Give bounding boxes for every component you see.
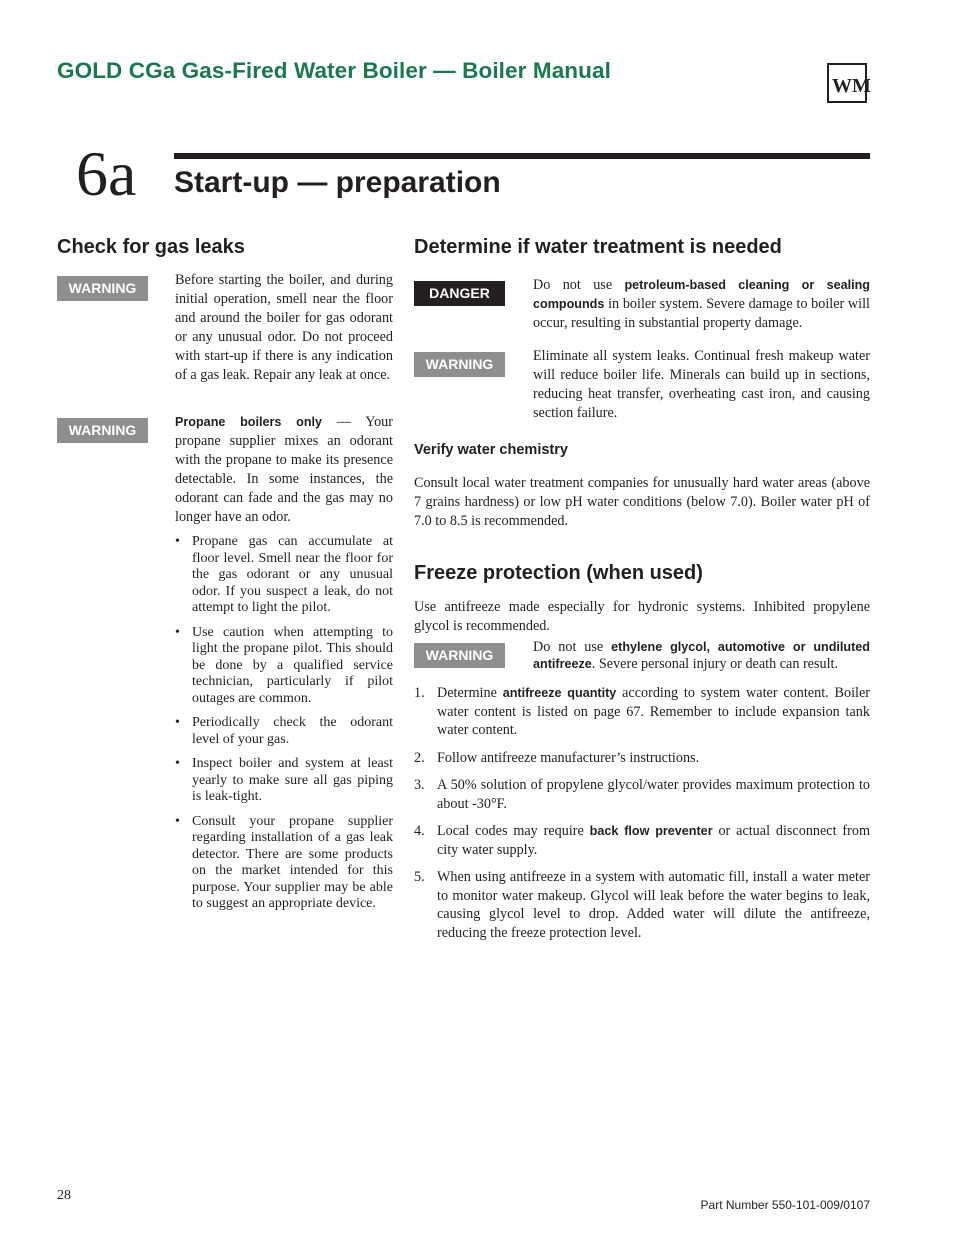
list-item: • Propane gas can accumulate at floor level. Smell near the floor for the gas odorant or any unusual odor. If you suspect a leak, do not attempt to light the pilot. — [175, 534, 393, 615]
warning-badge: WARNING — [57, 276, 148, 301]
document-title: GOLD CGa Gas-Fired Water Boiler — Boiler Manual — [57, 58, 611, 83]
warning-badge: WARNING — [57, 418, 148, 443]
list-item: 4. Local codes may require back flow preventer or actual disconnect from city water supply. — [414, 823, 870, 858]
section-rule — [174, 153, 870, 159]
antifreeze-warning-text: Do not use ethylene glycol, automotive or undiluted antifreeze. Severe personal injury or death can result. — [533, 639, 870, 672]
list-item: 2. Follow antifreeze manufacturer’s instructions. — [414, 749, 700, 766]
warning-badge: WARNING — [414, 643, 505, 668]
gas-leak-warning-text: Before starting the boiler, and during initial operation, smell near the floor and around the boiler for gas odorant or any unusual odor. Do not proceed with start-up if there is any indication of a gas leak. Repair any leak at once. — [175, 272, 393, 383]
section-number: 6a — [76, 138, 137, 209]
subheading-water-chemistry: Verify water chemistry — [414, 442, 568, 458]
system-leak-warning-text: Eliminate all system leaks. Continual fresh makeup water will reduce boiler life. Minerals can build up in sections, reducing heat transfer, overheating cast iron, and causing section failure. — [533, 348, 870, 421]
propane-warning-body: — Your propane supplier mixes an odorant with the propane to make its presence detectable. In some instances, the odorant can fade and the gas may no longer have an odor. — [175, 414, 393, 525]
brand-logo — [827, 63, 871, 103]
propane-bullet-list — [175, 534, 393, 921]
freeze-intro-text: Use antifreeze made especially for hydronic systems. Inhibited propylene glycol is recommended. — [414, 599, 870, 634]
list-item: • Inspect boiler and system at least yearly to make sure all gas piping is leak-tight. — [175, 756, 393, 804]
part-number: Part Number 550-101-009/0107 — [700, 1198, 870, 1212]
water-chemistry-text: Consult local water treatment companies for unusually hard water areas (above 7 grains hardness) or low pH water conditions (below 7.0). Boiler water pH of 7.0 to 8.5 is recommended. — [414, 475, 870, 529]
heading-water-treatment: Determine if water treatment is needed — [414, 236, 782, 258]
danger-text: Do not use petroleum-based cleaning or sealing compounds in boiler system. Severe damage to boiler will occur, resulting in substantial property damage. — [533, 277, 870, 331]
list-item: 1. Determine antifreeze quantity according to system water content. Boiler water content is listed on page 67. Remember to include expansion tank water content. — [414, 685, 870, 738]
page-number: 28 — [57, 1188, 71, 1203]
danger-badge: DANGER — [414, 281, 505, 306]
logo-text: WM — [832, 75, 871, 97]
list-item: • Periodically check the odorant level of your gas. — [175, 715, 393, 747]
list-item: 3. A 50% solution of propylene glycol/water provides maximum protection to about -30°F. — [414, 777, 870, 812]
list-item: • Consult your propane supplier regarding installation of a gas leak detector. There are some products on the market intended for this purpose. Your supplier may be able to suggest an appropriate device. — [175, 813, 393, 911]
propane-warning-bold: Propane boilers only — [175, 415, 323, 429]
section-title: Start-up — preparation — [174, 166, 501, 199]
antifreeze-steps-list — [414, 684, 870, 951]
list-item: 5. When using antifreeze in a system with automatic fill, install a water meter to monitor water makeup. Glycol will leak before the water begins to leak, causing glycol level to drop. Added water will dilute the antifreeze, reducing the freeze protection level. — [414, 869, 870, 941]
heading-freeze-protection: Freeze protection (when used) — [414, 562, 703, 584]
list-item: • Use caution when attempting to light the propane pilot. This should be done by a qualified service technician, particularly if pilot outages are common. — [175, 624, 393, 706]
heading-gas-leaks: Check for gas leaks — [57, 236, 245, 258]
propane-warning-text — [175, 413, 393, 527]
warning-badge: WARNING — [414, 352, 505, 377]
weil-mclain-logo-icon — [829, 65, 871, 101]
